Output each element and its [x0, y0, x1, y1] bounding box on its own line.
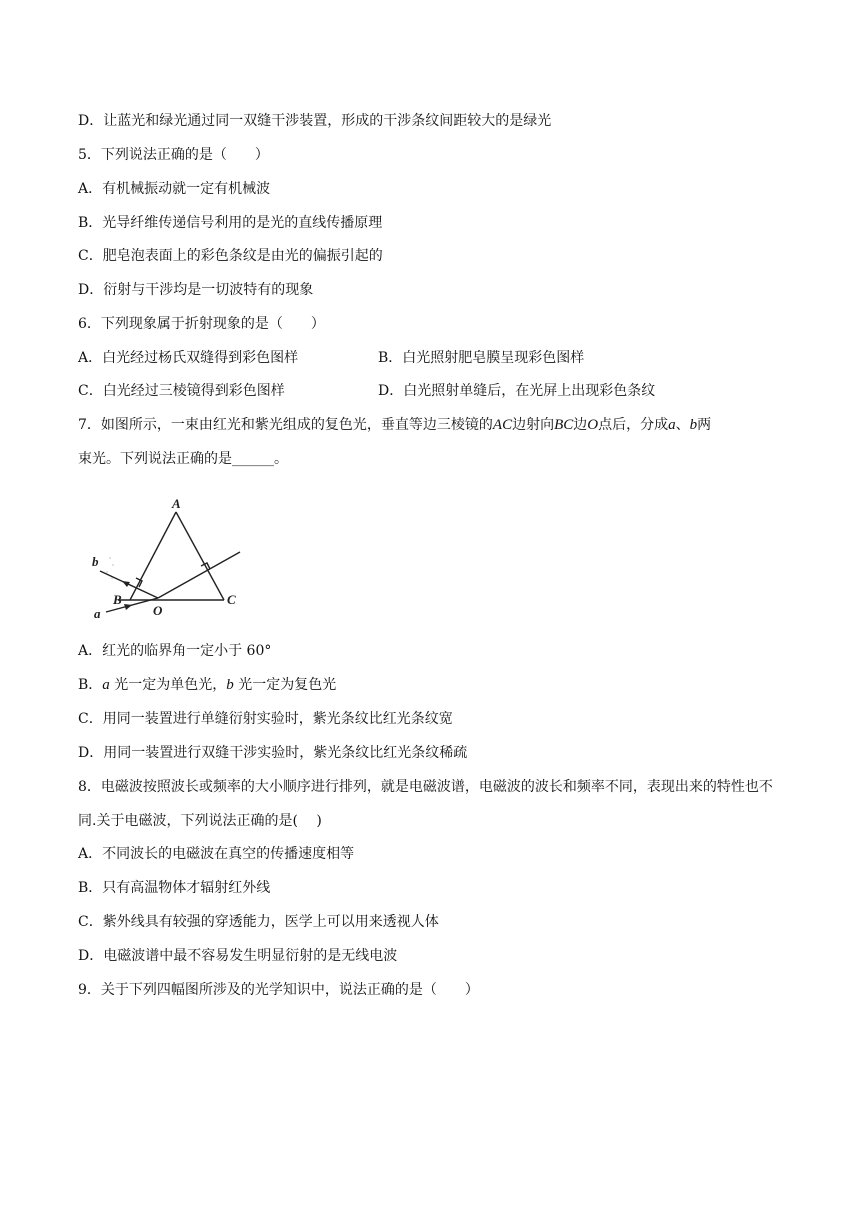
q7-a: a	[668, 417, 676, 433]
label-c-vertex: C	[227, 592, 236, 607]
q8-option-a: A．不同波长的电磁波在真空的传播速度相等	[78, 846, 355, 862]
q7-option-b-mid: 光一定为单色光，	[109, 677, 227, 693]
q6-stem: 6．下列现象属于折射现象的是（ ）	[78, 316, 325, 332]
q5-stem: 5．下列说法正确的是（ ）	[78, 147, 269, 163]
q7-stem-text: 两	[697, 417, 712, 433]
label-o: O	[153, 603, 163, 618]
q6-options-row-1	[78, 348, 585, 368]
arrow-a	[124, 604, 132, 610]
ray-b	[100, 571, 158, 598]
q5-option-d: D．衍射与干涉均是一切波特有的现象	[78, 282, 314, 298]
q7-option-b-a: a	[102, 677, 110, 693]
q7-option-b	[78, 675, 336, 695]
q7-stem-line-2: 束光。下列说法正确的是______。	[78, 451, 288, 467]
q6-option-d: D．白光照射单缝后，在光屏上出现彩色条纹	[378, 383, 656, 399]
label-b-vertex: B	[113, 592, 122, 607]
q7-separator: 、	[675, 417, 690, 433]
label-ray-b: b	[92, 554, 99, 569]
q5-option-b: B．光导纤维传递信号利用的是光的直线传播原理	[78, 215, 383, 231]
q7-option-b-end: 光一定为复色光	[233, 677, 337, 693]
q5-option-c: C．肥皂泡表面上的彩色条纹是由光的偏振引起的	[78, 248, 383, 264]
q7-b: b	[689, 417, 698, 433]
q7-stem-text: 7．如图所示，一束由红光和紫光组成的复色光，垂直等边三棱镜的	[78, 417, 493, 433]
label-ray-a: a	[94, 606, 101, 620]
q7-stem-text: 点后，分成	[598, 417, 669, 433]
q7-option-b-prefix: B．	[78, 677, 103, 693]
q7-option-c: C．用同一装置进行单缝衍射实验时，紫光条纹比红光条纹宽	[78, 711, 453, 727]
q7-stem-text: 边	[573, 417, 588, 433]
q7-option-d: D．用同一装置进行双缝干涉实验时，紫光条纹比红光条纹稀疏	[78, 745, 468, 761]
q6-option-c: C．白光经过三棱镜得到彩色图样	[78, 383, 285, 399]
q6-option-b: B．白光照射肥皂膜呈现彩色图样	[378, 350, 585, 366]
prism-edge-ab	[130, 512, 176, 600]
prism-edge-ac	[176, 512, 224, 600]
q7-option-b-b: b	[226, 677, 234, 693]
q7-stem-line-1	[78, 415, 711, 435]
q7-bc: BC	[554, 417, 574, 433]
q9-stem: 9．关于下列四幅图所涉及的光学知识中，说法正确的是（ ）	[78, 982, 479, 998]
prism-figure	[88, 494, 248, 620]
q5-option-a: A．有机械振动就一定有机械波	[78, 181, 271, 197]
q8-stem: 8．电磁波按照波长或频率的大小顺序进行排列，就是电磁波谱，电磁波的波长和频率不同，表现出来的特性也不同.关于电磁波，下列说法正确的是( )	[78, 779, 773, 829]
label-a-vertex: A	[172, 496, 181, 511]
q4-option-d: D．让蓝光和绿光通过同一双缝干涉装置，形成的干涉条纹间距较大的是绿光	[78, 113, 552, 129]
q8-option-c: C．紫外线具有较强的穿透能力，医学上可以用来透视人体	[78, 914, 439, 930]
q7-stem-text: 边射向	[512, 417, 555, 433]
q7-o: O	[587, 417, 599, 433]
q7-ac: AC	[492, 417, 513, 433]
q8-option-b: B．只有高温物体才辐射红外线	[78, 880, 271, 896]
q7-option-a: A．红光的临界角一定小于 60°	[78, 643, 272, 659]
q6-option-a: A．白光经过杨氏双缝得到彩色图样	[78, 350, 299, 366]
q6-options-row-2	[78, 381, 656, 401]
q8-option-d: D．电磁波谱中最不容易发生明显衍射的是无线电波	[78, 948, 398, 964]
